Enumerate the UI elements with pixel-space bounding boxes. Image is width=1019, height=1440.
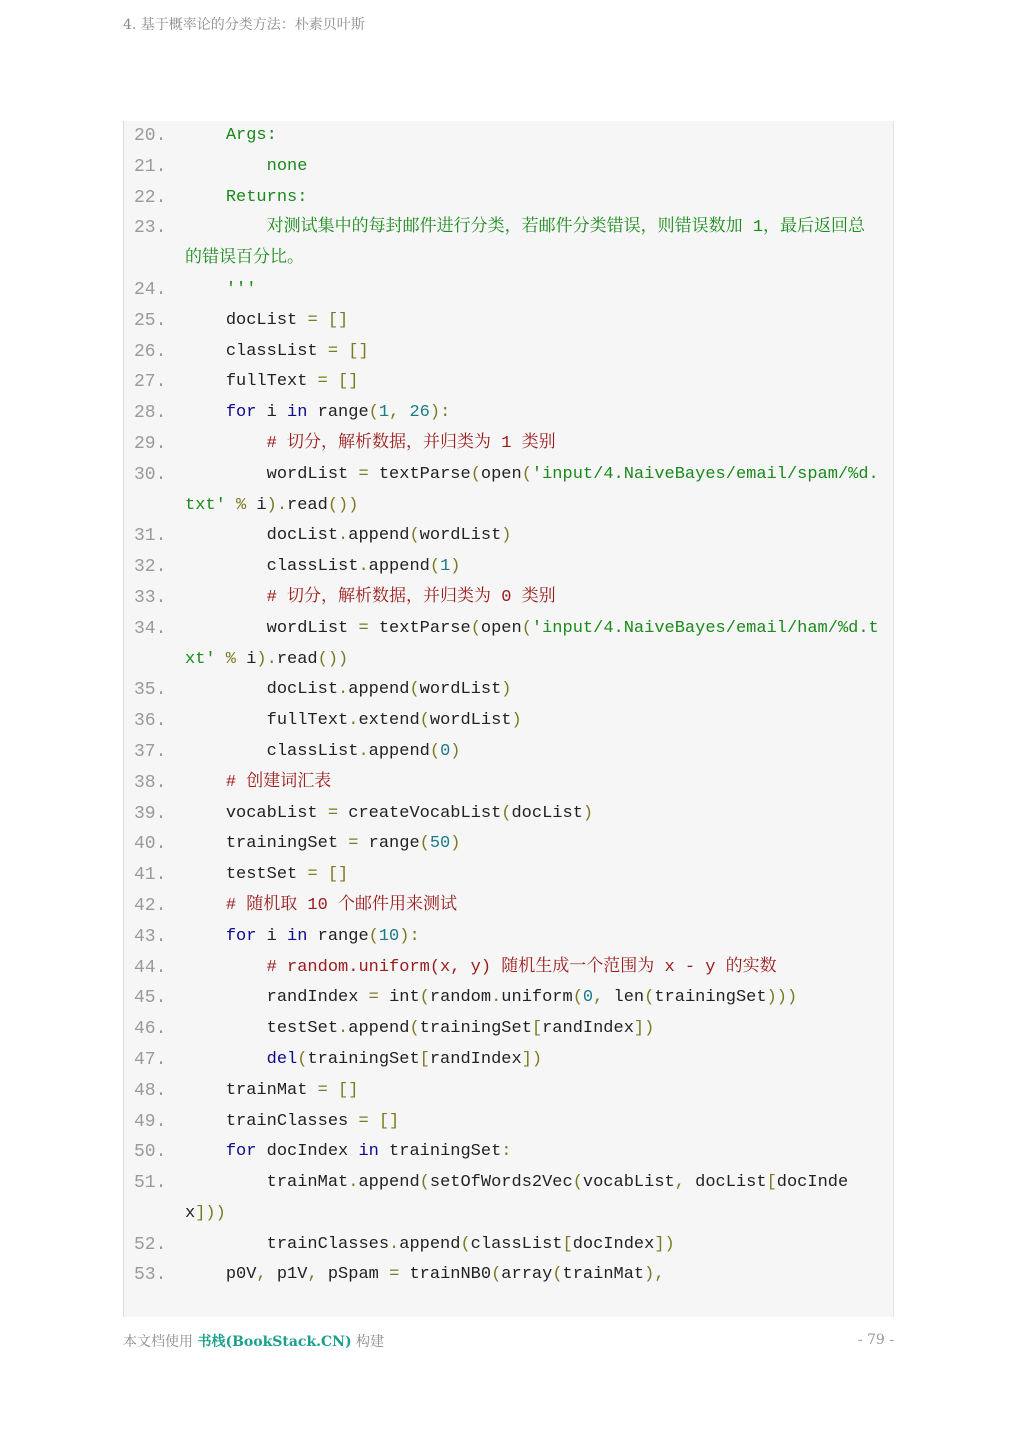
code-token: 50: [429, 834, 451, 854]
code-token: docIndex: [256, 1142, 359, 1162]
code-token: .: [338, 526, 349, 546]
code-token: [: [562, 1234, 573, 1254]
line-number: 47.: [134, 1049, 167, 1070]
line-number: 41.: [134, 865, 167, 886]
code-line: [124, 398, 893, 429]
code-token: range: [368, 834, 420, 854]
code-token: # 随机取 10 个邮件用来测试: [185, 895, 458, 915]
code-token: 0: [440, 741, 451, 761]
code-token: (: [470, 618, 481, 638]
line-number: 45.: [134, 988, 167, 1009]
code-token: trainingSet: [378, 1142, 502, 1162]
code-line: [124, 1076, 893, 1107]
code-line: [124, 306, 893, 337]
code-token: open: [480, 618, 522, 638]
code-token: ,: [389, 403, 410, 423]
footer-bookstack-link[interactable]: 书栈(BookStack.CN): [197, 1334, 352, 1350]
line-number: 43.: [134, 926, 167, 947]
code-token: ])): [195, 1203, 226, 1223]
code-token: # 切分，解析数据，并归类为 1 类别: [185, 433, 556, 453]
line-number: 23.: [134, 218, 167, 239]
code-line: [124, 860, 893, 891]
code-token: ,: [593, 988, 614, 1008]
code-token: docList: [185, 680, 339, 700]
code-token: ).: [266, 495, 288, 515]
line-number: 44.: [134, 957, 167, 978]
code-line: [124, 583, 893, 614]
code-token: i: [256, 495, 267, 515]
code-token: = []: [317, 372, 359, 392]
code-token: trainingSet: [654, 988, 767, 1008]
code-token: in: [287, 403, 308, 423]
code-token: ): [450, 741, 461, 761]
code-token: docList: [185, 526, 339, 546]
code-token: p1V: [276, 1265, 308, 1285]
code-token: ),: [644, 1265, 665, 1285]
code-token: int: [389, 988, 420, 1008]
code-token: read: [276, 649, 318, 669]
code-token: append: [368, 557, 430, 577]
code-token: (: [419, 834, 430, 854]
code-line: [124, 799, 893, 830]
code-token: fullText: [185, 372, 318, 392]
code-token: ).: [256, 649, 277, 669]
code-token: append: [368, 741, 430, 761]
code-line: [124, 367, 893, 398]
code-token: testSet: [185, 865, 308, 885]
code-token: createVocabList: [348, 803, 502, 823]
code-line: [124, 829, 893, 860]
code-token: append: [358, 1173, 420, 1193]
code-token: extend: [358, 711, 420, 731]
code-token: uniform: [501, 988, 573, 1008]
code-token: =: [358, 464, 379, 484]
code-token: %: [225, 495, 257, 515]
code-line: [124, 152, 893, 183]
code-token: ''': [185, 279, 257, 299]
code-token: randIndex: [185, 988, 369, 1008]
code-token: ): [501, 680, 512, 700]
code-token: =: [327, 803, 349, 823]
code-token: testSet: [185, 1019, 339, 1039]
code-token: (: [297, 1049, 308, 1069]
code-token: (: [521, 464, 532, 484]
code-token: ()): [327, 495, 359, 515]
code-token: ): [450, 557, 461, 577]
code-token: trainMat: [185, 1173, 349, 1193]
line-number: 20.: [134, 126, 167, 146]
code-token: len: [613, 988, 645, 1008]
code-line: [124, 460, 893, 522]
code-line: [124, 737, 893, 768]
code-line: [124, 337, 893, 368]
code-token: trainClasses: [185, 1234, 390, 1254]
code-token: %: [215, 649, 247, 669]
code-token: ,: [307, 1265, 328, 1285]
code-token: .: [358, 557, 369, 577]
code-token: classList: [185, 741, 359, 761]
code-token: ))): [766, 988, 798, 1008]
code-token: :: [501, 1142, 512, 1162]
code-line: [124, 768, 893, 799]
code-token: textParse: [378, 618, 471, 638]
code-token: ,: [256, 1265, 277, 1285]
code-token: (: [419, 711, 430, 731]
code-token: range: [307, 926, 369, 946]
code-token: docIndex: [572, 1234, 655, 1254]
page-header-title: 4. 基于概率论的分类方法：朴素贝叶斯: [123, 17, 365, 33]
code-token: (: [368, 926, 379, 946]
code-token: none: [185, 156, 308, 176]
code-token: (: [552, 1265, 563, 1285]
code-line: [124, 213, 893, 275]
code-line: [124, 706, 893, 737]
code-token: (: [368, 403, 379, 423]
code-token: for: [185, 403, 257, 423]
code-line: [124, 1137, 893, 1168]
code-token: vocabList: [185, 803, 328, 823]
code-token: docIndex: [185, 1173, 849, 1223]
code-line: [124, 1168, 893, 1230]
code-token: (: [409, 1019, 420, 1039]
code-line: [124, 429, 893, 460]
code-token: append: [348, 526, 410, 546]
code-token: (: [521, 618, 532, 638]
line-number: 35.: [134, 680, 167, 701]
line-number: 52.: [134, 1234, 167, 1255]
code-token: ):: [429, 403, 451, 423]
line-number: 42.: [134, 895, 167, 916]
code-token: 1: [440, 557, 451, 577]
code-token: (: [572, 988, 583, 1008]
code-token: [: [766, 1173, 777, 1193]
code-token: # 创建词汇表: [185, 772, 332, 792]
line-number: 33.: [134, 587, 167, 608]
line-number: 53.: [134, 1265, 167, 1286]
code-token: .: [338, 680, 349, 700]
code-token: = []: [317, 1080, 359, 1100]
code-token: randIndex: [542, 1019, 634, 1039]
code-token: (: [419, 988, 430, 1008]
code-token: fullText: [185, 711, 349, 731]
code-token: 26: [409, 403, 430, 423]
line-number: 46.: [134, 1019, 167, 1040]
code-line: [124, 552, 893, 583]
code-token: classList: [470, 1234, 563, 1254]
code-token: ]): [633, 1019, 655, 1039]
code-token: = []: [307, 865, 349, 885]
code-token: (: [491, 1265, 502, 1285]
code-token: [: [419, 1049, 430, 1069]
code-token: classList: [185, 341, 328, 361]
code-line: [124, 983, 893, 1014]
code-token: trainNB0: [409, 1265, 492, 1285]
code-token: p0V: [185, 1265, 257, 1285]
code-token: (: [470, 464, 481, 484]
code-token: = []: [307, 310, 349, 330]
code-token: # random.uniform(x, y) 随机生成一个范围为 x - y 的实数: [185, 957, 777, 977]
line-number: 38.: [134, 772, 167, 793]
code-token: trainClasses: [185, 1111, 359, 1131]
code-token: ): [511, 711, 522, 731]
code-token: ): [501, 526, 512, 546]
code-token: wordList: [185, 464, 359, 484]
code-lines: [124, 121, 893, 1291]
code-token: (: [501, 803, 512, 823]
code-token: array: [501, 1265, 553, 1285]
code-token: .: [491, 988, 502, 1008]
code-token: .: [348, 1173, 359, 1193]
code-token: append: [348, 1019, 410, 1039]
code-token: .: [389, 1234, 400, 1254]
line-number: 36.: [134, 711, 167, 732]
line-number: 50.: [134, 1142, 167, 1163]
footer-prefix: 本文档使用: [123, 1334, 198, 1350]
code-token: in: [287, 926, 308, 946]
code-token: .: [358, 741, 369, 761]
code-token: append: [348, 680, 410, 700]
code-token: docList: [185, 310, 308, 330]
code-token: 'input/4.NaiveBayes/email/spam/%d.txt': [185, 464, 879, 515]
code-token: ):: [399, 926, 420, 946]
code-token: 0: [582, 988, 594, 1008]
code-token: ]): [654, 1234, 675, 1254]
line-number: 30.: [134, 464, 167, 485]
code-token: read: [287, 495, 328, 515]
code-line: [124, 275, 893, 306]
code-line: [124, 922, 893, 953]
code-token: trainingSet: [419, 1019, 532, 1039]
code-token: vocabList: [582, 1173, 675, 1193]
line-number: 48.: [134, 1080, 167, 1101]
code-token: in: [358, 1142, 379, 1162]
line-number: 27.: [134, 372, 167, 393]
code-token: trainMat: [185, 1080, 318, 1100]
code-token: =: [358, 618, 379, 638]
code-token: = []: [358, 1111, 400, 1131]
code-token: = []: [327, 341, 369, 361]
code-token: random: [429, 988, 492, 1008]
code-token: (: [644, 988, 655, 1008]
code-token: i: [246, 649, 257, 669]
code-line: [124, 614, 893, 676]
code-token: ): [450, 834, 461, 854]
code-token: 对测试集中的每封邮件进行分类，若邮件分类错误，则错误数加 1，最后返回总的错误百分比。: [185, 218, 866, 269]
code-token: [: [531, 1019, 543, 1039]
code-token: i: [256, 403, 288, 423]
code-line: [124, 1260, 893, 1291]
footer-suffix: 构建: [351, 1334, 385, 1350]
code-token: (: [409, 526, 420, 546]
code-token: append: [399, 1234, 461, 1254]
line-number: 22.: [134, 187, 167, 208]
code-token: pSpam: [327, 1265, 390, 1285]
line-number: 26.: [134, 341, 167, 362]
line-number: 39.: [134, 803, 167, 824]
line-number: 51.: [134, 1173, 167, 1194]
line-number: 31.: [134, 526, 167, 547]
code-token: range: [307, 403, 369, 423]
code-token: wordList: [419, 680, 502, 700]
code-token: .: [348, 711, 359, 731]
code-token: (: [572, 1173, 583, 1193]
code-line: [124, 121, 893, 152]
code-line: [124, 1107, 893, 1138]
code-token: ,: [674, 1173, 696, 1193]
code-token: (: [419, 1173, 430, 1193]
code-line: [124, 1045, 893, 1076]
line-number: 21.: [134, 156, 167, 177]
code-line: [124, 675, 893, 706]
code-token: ()): [317, 649, 349, 669]
code-token: (: [429, 557, 441, 577]
code-line: [124, 521, 893, 552]
code-token: textParse: [378, 464, 471, 484]
code-token: =: [389, 1265, 410, 1285]
code-line: [124, 1230, 893, 1261]
code-token: .: [338, 1019, 349, 1039]
line-number: 29.: [134, 433, 167, 454]
line-number: 25.: [134, 310, 167, 331]
line-number: 24.: [134, 279, 167, 300]
code-token: docList: [511, 803, 583, 823]
code-token: setOfWords2Vec: [429, 1173, 573, 1193]
code-line: [124, 953, 893, 984]
code-token: trainMat: [562, 1265, 645, 1285]
code-token: docList: [695, 1173, 767, 1193]
line-number: 34.: [134, 618, 167, 639]
code-token: trainingSet: [185, 834, 349, 854]
line-number: 28.: [134, 403, 167, 424]
code-token: randIndex: [429, 1049, 522, 1069]
code-token: trainingSet: [307, 1049, 420, 1069]
code-line: [124, 1014, 893, 1045]
code-token: Returns:: [185, 187, 308, 207]
line-number: 40.: [134, 834, 167, 855]
code-token: ): [582, 803, 594, 823]
line-number: 49.: [134, 1111, 167, 1132]
code-token: open: [480, 464, 522, 484]
code-token: 1: [378, 403, 390, 423]
code-token: ]): [521, 1049, 543, 1069]
code-token: wordList: [185, 618, 359, 638]
code-token: Args:: [185, 126, 277, 145]
code-token: (: [429, 741, 441, 761]
code-token: (: [409, 680, 420, 700]
code-token: (: [460, 1234, 471, 1254]
footer-credit: [123, 1331, 384, 1351]
code-line: [124, 891, 893, 922]
code-token: i: [256, 926, 288, 946]
code-token: wordList: [419, 526, 502, 546]
code-block: [123, 121, 894, 1317]
code-token: 10: [378, 926, 400, 946]
code-line: [124, 183, 893, 214]
code-token: wordList: [429, 711, 512, 731]
line-number: 37.: [134, 741, 167, 762]
code-token: classList: [185, 557, 359, 577]
code-token: =: [368, 988, 390, 1008]
code-token: for: [185, 926, 257, 946]
code-token: del: [185, 1049, 298, 1069]
code-token: for: [185, 1142, 257, 1162]
code-token: 'input/4.NaiveBayes/email/ham/%d.txt': [185, 618, 879, 669]
code-token: # 切分，解析数据，并归类为 0 类别: [185, 587, 556, 607]
page-number: - 79 -: [857, 1332, 894, 1348]
line-number: 32.: [134, 557, 167, 578]
code-token: =: [348, 834, 369, 854]
